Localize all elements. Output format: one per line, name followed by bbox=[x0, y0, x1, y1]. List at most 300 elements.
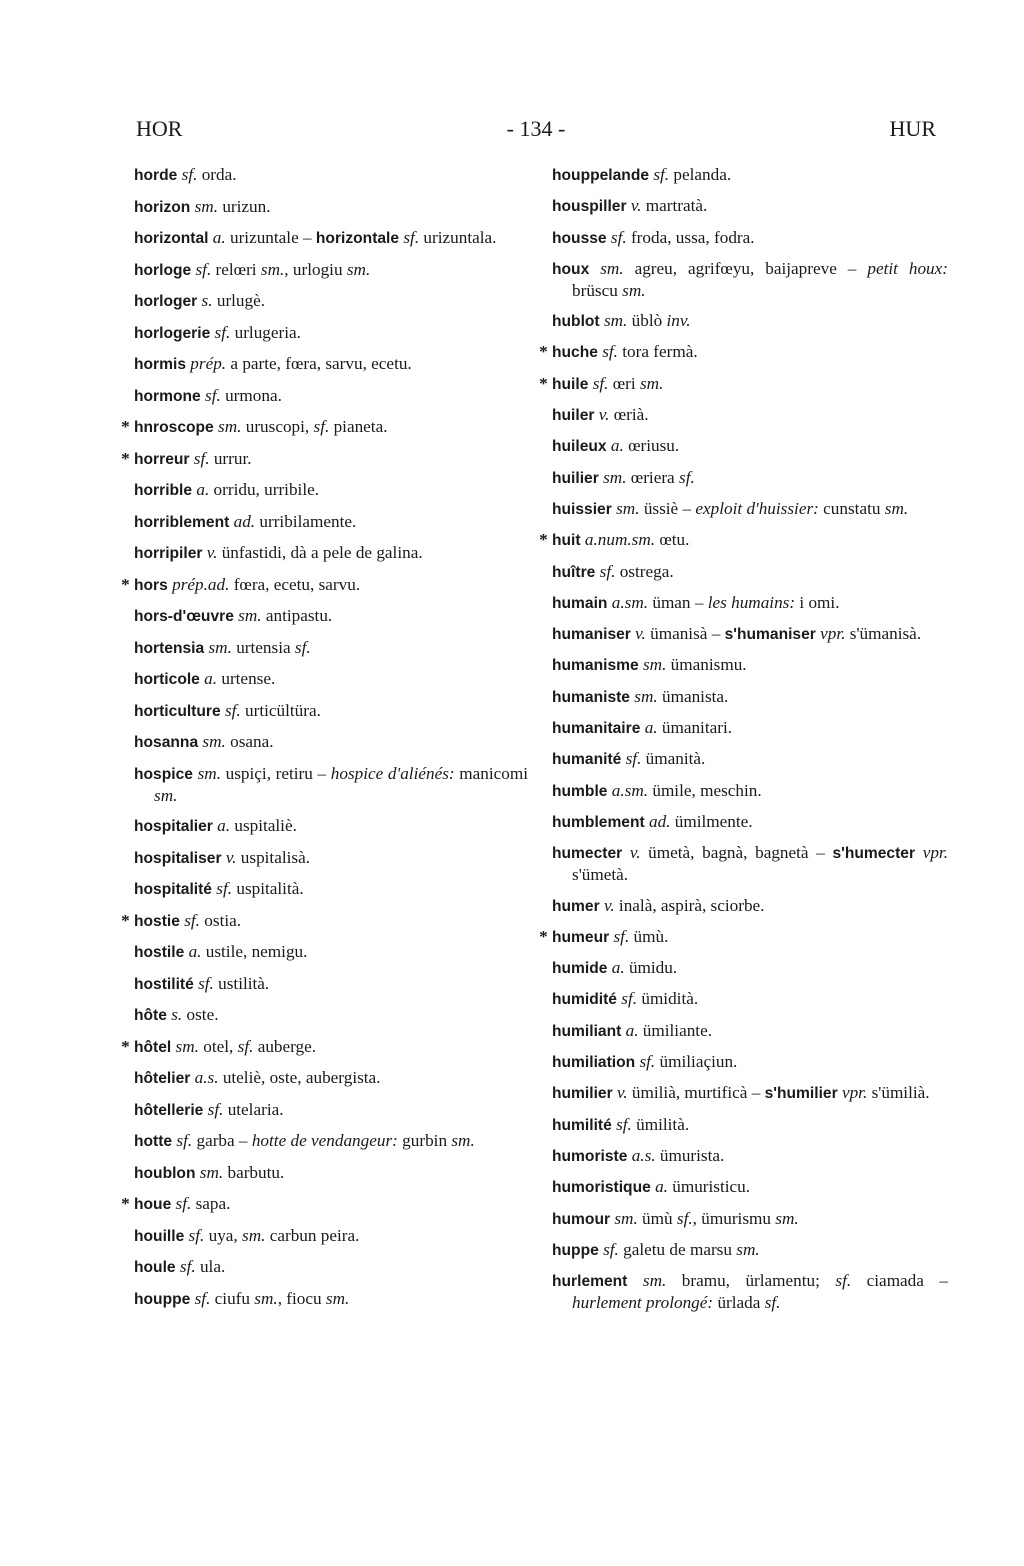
definition-text: , ümurismu bbox=[692, 1208, 776, 1228]
definition-text: ümanista. bbox=[657, 686, 729, 706]
definition-text: œtu. bbox=[655, 530, 690, 550]
definition-text: uspiçi, retiru – bbox=[221, 763, 331, 783]
entry-marker: * bbox=[539, 926, 552, 946]
dictionary-entry bbox=[552, 623, 948, 645]
dictionary-entry bbox=[134, 878, 528, 900]
definition-text: , urlogiu bbox=[284, 259, 347, 279]
dictionary-entry bbox=[134, 637, 528, 659]
definition-text: uspitalità. bbox=[232, 879, 304, 898]
definition-text: osana. bbox=[225, 732, 274, 751]
headword: humour bbox=[552, 1210, 611, 1228]
grammar-tag: sm. bbox=[208, 637, 232, 657]
example-phrase: hotte de vendangeur: bbox=[251, 1131, 398, 1150]
definition-text: ümiliante. bbox=[638, 1020, 713, 1040]
grammar-tag: vpr. bbox=[841, 1083, 868, 1103]
dictionary-entry bbox=[552, 227, 948, 249]
definition-text: , fiocu bbox=[277, 1288, 326, 1308]
dictionary-entry bbox=[134, 479, 528, 501]
entry-marker: * bbox=[121, 1194, 134, 1213]
grammar-tag: a.num.sm. bbox=[584, 530, 656, 550]
grammar-tag: ad. bbox=[233, 511, 256, 531]
definition-text: gurbin bbox=[397, 1131, 452, 1150]
headword: hosanna bbox=[134, 734, 199, 751]
headword: s'humilier bbox=[764, 1085, 838, 1103]
headword: hôtel bbox=[134, 1038, 172, 1056]
headword: huppe bbox=[552, 1241, 599, 1259]
grammar-tag: sf. bbox=[599, 561, 616, 581]
grammar-tag: sm. bbox=[154, 785, 178, 805]
grammar-tag: sm. bbox=[202, 732, 226, 751]
grammar-tag: sf. bbox=[610, 227, 627, 247]
headword: hôtellerie bbox=[134, 1101, 204, 1119]
entry-marker: * bbox=[539, 530, 552, 550]
grammar-tag: sm. bbox=[325, 1288, 350, 1308]
grammar-tag: sf. bbox=[207, 1099, 224, 1119]
dictionary-entry bbox=[552, 1145, 948, 1167]
headword: humiliation bbox=[552, 1054, 636, 1072]
definition-text: ciufu bbox=[210, 1288, 255, 1308]
example-phrase: hurlement prolongé: bbox=[572, 1293, 714, 1313]
definition-text: ümilià, murtificà – bbox=[627, 1083, 765, 1103]
grammar-tag: sm. bbox=[346, 259, 371, 279]
example-phrase: exploit d'huissier: bbox=[695, 498, 819, 518]
definition-text bbox=[589, 259, 600, 278]
headword: humain bbox=[552, 594, 608, 612]
headword: hormis bbox=[134, 356, 186, 373]
headword: horreur bbox=[134, 450, 190, 468]
definition-text: inalà, aspirà, sciorbe. bbox=[614, 895, 765, 915]
grammar-tag: sm. bbox=[199, 1162, 224, 1182]
grammar-tag: a. bbox=[188, 942, 202, 961]
grammar-tag: sm. bbox=[642, 1271, 667, 1291]
dictionary-entry bbox=[552, 435, 948, 457]
grammar-tag: sf. bbox=[181, 165, 198, 184]
grammar-tag: sf. bbox=[679, 467, 695, 487]
headword: s'humaniser bbox=[724, 626, 816, 644]
dictionary-entry bbox=[134, 1004, 528, 1026]
headword: hostilité bbox=[134, 975, 194, 993]
definition-text: brüscu bbox=[572, 280, 623, 300]
grammar-tag: sf. bbox=[603, 1239, 619, 1259]
grammar-tag: sm. bbox=[634, 686, 658, 706]
grammar-tag: sf. bbox=[224, 700, 241, 720]
dictionary-entry bbox=[121, 1036, 528, 1058]
definition-text: üman – bbox=[648, 592, 708, 612]
grammar-tag: sm. bbox=[254, 1288, 278, 1308]
dictionary-entry bbox=[552, 1051, 948, 1073]
headword: horticole bbox=[134, 671, 200, 688]
grammar-tag: v. bbox=[206, 543, 218, 562]
definition-text: urlugeria. bbox=[230, 322, 301, 342]
dictionary-entry bbox=[552, 498, 948, 520]
headword: hortensia bbox=[134, 639, 205, 657]
grammar-tag: a.s. bbox=[631, 1145, 656, 1165]
grammar-tag: sm. bbox=[218, 417, 242, 436]
definition-text: ümetà, bagnà, bagnetà – bbox=[640, 843, 833, 863]
grammar-tag: sf. bbox=[175, 1194, 192, 1213]
dictionary-entry bbox=[121, 910, 528, 932]
headword: housse bbox=[552, 229, 607, 247]
dictionary-entry bbox=[552, 592, 948, 614]
definition-text: œri bbox=[608, 373, 640, 393]
headword: humeur bbox=[552, 928, 610, 946]
headword: horrible bbox=[134, 482, 193, 499]
headword: humanitaire bbox=[552, 720, 641, 738]
dictionary-entry bbox=[134, 196, 528, 218]
grammar-tag: sf. bbox=[184, 910, 200, 930]
headword: hospitalité bbox=[134, 881, 212, 898]
grammar-tag: sf. bbox=[216, 879, 233, 898]
headword: humer bbox=[552, 897, 600, 915]
definition-text: uspitaliè. bbox=[230, 816, 297, 835]
headword: horde bbox=[134, 167, 178, 184]
headword: humecter bbox=[552, 845, 623, 863]
dictionary-entry bbox=[552, 1208, 948, 1230]
grammar-tag: sf. bbox=[653, 165, 670, 184]
headword: horlogerie bbox=[134, 324, 211, 342]
definition-text: galetu de marsu bbox=[618, 1239, 737, 1259]
definition-text: relœri bbox=[211, 259, 261, 279]
dictionary-entry bbox=[552, 842, 948, 885]
grammar-tag: sf. bbox=[835, 1271, 852, 1291]
definition-text: ümurista. bbox=[655, 1145, 725, 1165]
dictionary-entry bbox=[134, 164, 528, 186]
definition-text: fœra, ecetu, sarvu. bbox=[229, 574, 361, 594]
entry-marker: * bbox=[121, 448, 134, 468]
dictionary-entry bbox=[552, 748, 948, 770]
dictionary-entry bbox=[134, 290, 528, 312]
grammar-tag: sf. bbox=[592, 373, 609, 393]
headword: hospitaliser bbox=[134, 849, 222, 867]
grammar-tag: sm. bbox=[451, 1131, 475, 1150]
grammar-tag: sf. bbox=[176, 1131, 193, 1150]
grammar-tag: sf. bbox=[313, 417, 330, 436]
definition-text: urtense. bbox=[217, 669, 276, 688]
grammar-tag: sm. bbox=[603, 467, 627, 487]
grammar-tag: sf. bbox=[188, 1225, 205, 1245]
definition-text: ümù bbox=[637, 1208, 677, 1228]
dictionary-entry bbox=[552, 895, 948, 917]
dictionary-entry bbox=[134, 353, 528, 375]
grammar-tag: a. bbox=[610, 436, 624, 456]
grammar-tag: sm. bbox=[736, 1239, 760, 1259]
headword: hnroscope bbox=[134, 419, 214, 436]
grammar-tag: v. bbox=[616, 1083, 628, 1103]
dictionary-entry bbox=[552, 1176, 948, 1198]
headword: houspiller bbox=[552, 198, 627, 216]
dictionary-entry bbox=[552, 654, 948, 676]
header-right: HUR bbox=[889, 116, 936, 141]
headword: houille bbox=[134, 1227, 185, 1245]
headword: huche bbox=[552, 344, 598, 362]
grammar-tag: sm. bbox=[242, 1225, 266, 1245]
grammar-tag: sf. bbox=[616, 1114, 632, 1134]
grammar-tag: sf. bbox=[237, 1036, 254, 1056]
headword: hospitalier bbox=[134, 818, 213, 835]
dictionary-entry bbox=[134, 1256, 528, 1278]
grammar-tag: sm. bbox=[614, 1208, 638, 1228]
grammar-tag: sf. bbox=[602, 342, 618, 362]
dictionary-entry bbox=[134, 259, 528, 281]
headword: horripiler bbox=[134, 545, 203, 562]
definition-text: urrur. bbox=[209, 448, 252, 468]
definition-text: s'ümilià. bbox=[867, 1083, 930, 1103]
definition-text: bramu, ürlamentu; bbox=[666, 1271, 836, 1291]
definition-text: urribilamente. bbox=[255, 511, 357, 531]
dictionary-entry bbox=[539, 373, 948, 395]
dictionary-entry bbox=[552, 780, 948, 802]
headword: humilité bbox=[552, 1116, 612, 1134]
definition-text: ümuristicu. bbox=[667, 1177, 751, 1197]
definition-text: ümù. bbox=[629, 926, 669, 946]
dictionary-entry bbox=[552, 195, 948, 217]
grammar-tag: inv. bbox=[666, 311, 691, 331]
headword: hostie bbox=[134, 912, 180, 930]
dictionary-entry bbox=[134, 1130, 528, 1152]
headword: humilier bbox=[552, 1085, 613, 1103]
definition-text bbox=[622, 843, 630, 862]
grammar-tag: prép. bbox=[190, 354, 227, 373]
headword: houblon bbox=[134, 1164, 196, 1182]
grammar-tag: sf. bbox=[676, 1208, 693, 1228]
definition-text: ümidu. bbox=[624, 958, 678, 978]
grammar-tag: sf. bbox=[198, 973, 214, 993]
dictionary-entry bbox=[552, 1082, 948, 1104]
definition-text: ümilmente. bbox=[670, 811, 753, 831]
definition-text: ümiliaçiun. bbox=[655, 1052, 738, 1072]
headword: humblement bbox=[552, 813, 645, 831]
headword: hors-d'œuvre bbox=[134, 608, 234, 625]
definition-text: œrià. bbox=[609, 405, 649, 425]
definition-text: œriusu. bbox=[623, 436, 680, 456]
definition-text: ümilità. bbox=[631, 1114, 690, 1134]
dictionary-entry bbox=[134, 385, 528, 407]
grammar-tag: sm. bbox=[775, 1208, 799, 1228]
dictionary-entry bbox=[552, 1114, 948, 1136]
entry-marker: * bbox=[121, 1036, 134, 1056]
grammar-tag: sm. bbox=[238, 606, 262, 625]
entry-marker: * bbox=[539, 342, 552, 362]
headword: horizontal bbox=[134, 230, 209, 247]
grammar-tag: v. bbox=[225, 847, 237, 867]
dictionary-entry bbox=[552, 811, 948, 833]
dictionary-entry bbox=[552, 164, 948, 186]
headword: houppe bbox=[134, 1290, 191, 1308]
definition-text: carbun peira. bbox=[265, 1225, 360, 1245]
definition-text: ostrega. bbox=[615, 561, 674, 581]
dictionary-entry bbox=[134, 511, 528, 533]
definition-text: œriera bbox=[626, 467, 679, 487]
headword: huit bbox=[552, 532, 581, 550]
grammar-tag: s. bbox=[171, 1005, 183, 1024]
headword: huilier bbox=[552, 469, 599, 487]
headword: hostile bbox=[134, 944, 185, 961]
headword: humoriste bbox=[552, 1147, 628, 1165]
definition-text: cunstatu bbox=[818, 498, 885, 518]
headword: huileux bbox=[552, 438, 607, 456]
grammar-tag: v. bbox=[635, 624, 646, 644]
definition-text: garba – bbox=[192, 1131, 252, 1150]
headword: humble bbox=[552, 782, 608, 800]
grammar-tag: a. bbox=[217, 816, 231, 835]
definition-text: ula. bbox=[195, 1257, 226, 1276]
definition-text: auberge. bbox=[253, 1036, 317, 1056]
header-left: HOR bbox=[136, 116, 183, 141]
grammar-tag: sm. bbox=[622, 280, 646, 300]
entry-marker: * bbox=[121, 910, 134, 930]
dictionary-entry bbox=[552, 717, 948, 739]
headword: s'humecter bbox=[832, 845, 916, 863]
grammar-tag: sm. bbox=[600, 258, 624, 278]
grammar-tag: sf. bbox=[621, 989, 638, 1009]
dictionary-entry bbox=[134, 941, 528, 963]
grammar-tag: sf. bbox=[625, 749, 642, 769]
definition-text bbox=[915, 843, 923, 862]
definition-text: ustile, nemigu. bbox=[201, 942, 308, 961]
dictionary-entry bbox=[552, 404, 948, 426]
example-phrase: petit houx: bbox=[867, 258, 948, 278]
headword: hotte bbox=[134, 1133, 173, 1150]
grammar-tag: sf. bbox=[294, 637, 311, 657]
grammar-tag: sf. bbox=[764, 1293, 781, 1313]
definition-text: urizuntala. bbox=[419, 228, 497, 247]
definition-text: ümanismu. bbox=[666, 655, 747, 675]
definition-text: tora fermà. bbox=[617, 342, 698, 362]
headword: hôtelier bbox=[134, 1070, 191, 1087]
dictionary-entry bbox=[552, 258, 948, 301]
definition-text: a parte, fœra, sarvu, ecetu. bbox=[226, 354, 412, 373]
dictionary-entry bbox=[539, 926, 948, 948]
entry-marker: * bbox=[539, 373, 552, 393]
dictionary-entry bbox=[134, 815, 528, 837]
definition-text: ümanisà – bbox=[645, 624, 725, 644]
definition-text: otel, bbox=[198, 1036, 238, 1056]
grammar-tag: sf. bbox=[403, 228, 420, 247]
dictionary-entry bbox=[134, 1162, 528, 1184]
grammar-tag: a. bbox=[196, 480, 210, 499]
grammar-tag: sf. bbox=[205, 385, 221, 405]
definition-text: oste. bbox=[182, 1005, 219, 1024]
definition-text: uya, bbox=[204, 1225, 243, 1245]
definition-text: urmona. bbox=[220, 385, 282, 405]
grammar-tag: sf. bbox=[179, 1257, 196, 1276]
definition-text: s'ümetà. bbox=[572, 865, 629, 885]
headword: hurlement bbox=[552, 1273, 628, 1291]
definition-text: martratà. bbox=[641, 196, 708, 216]
definition-text: ürlada bbox=[713, 1293, 765, 1313]
dictionary-entry bbox=[552, 561, 948, 583]
headword: hôte bbox=[134, 1007, 167, 1024]
grammar-tag: sm. bbox=[194, 196, 219, 216]
definition-text: urlugè. bbox=[212, 291, 266, 310]
headword: humiliant bbox=[552, 1022, 622, 1040]
definition-text: sapa. bbox=[191, 1194, 231, 1213]
headword: horticulture bbox=[134, 702, 221, 720]
dictionary-entry bbox=[552, 1020, 948, 1042]
headword: humanisme bbox=[552, 657, 639, 675]
definition-text: urizuntale – bbox=[225, 228, 316, 247]
grammar-tag: ad. bbox=[649, 811, 671, 831]
page-header bbox=[136, 116, 936, 148]
grammar-tag: sf. bbox=[639, 1052, 656, 1072]
entry-marker: * bbox=[121, 574, 134, 594]
headword: houx bbox=[552, 260, 590, 278]
grammar-tag: sf. bbox=[193, 448, 210, 468]
definition-text: ümanitari. bbox=[657, 718, 733, 738]
definition-text: üblò bbox=[627, 311, 667, 331]
grammar-tag: sm. bbox=[616, 498, 640, 518]
definition-text: pianeta. bbox=[329, 417, 388, 436]
dictionary-entry bbox=[134, 322, 528, 344]
dictionary-entry bbox=[552, 686, 948, 708]
dictionary-entry bbox=[134, 763, 528, 806]
headword: hublot bbox=[552, 313, 600, 331]
definition-text: barbutu. bbox=[223, 1162, 285, 1182]
dictionary-entry bbox=[552, 310, 948, 332]
grammar-tag: v. bbox=[629, 843, 641, 863]
dictionary-entry bbox=[134, 605, 528, 627]
grammar-tag: v. bbox=[598, 405, 610, 425]
definition-text: uteliè, oste, aubergista. bbox=[218, 1068, 381, 1087]
grammar-tag: v. bbox=[603, 895, 615, 915]
grammar-tag: sm. bbox=[642, 655, 667, 675]
definition-text: uspitalisà. bbox=[236, 847, 311, 867]
definition-text: froda, ussa, fodra. bbox=[626, 227, 755, 247]
dictionary-entry bbox=[552, 1270, 948, 1313]
headword: houle bbox=[134, 1259, 176, 1276]
definition-text: urtensia bbox=[231, 637, 295, 657]
headword: huiler bbox=[552, 407, 595, 425]
headword: houe bbox=[134, 1196, 172, 1213]
headword: humaniste bbox=[552, 688, 630, 706]
grammar-tag: vpr. bbox=[922, 843, 948, 863]
dictionary-entry bbox=[134, 1288, 528, 1310]
headword: horriblement bbox=[134, 513, 230, 531]
definition-text: manicomi bbox=[454, 763, 529, 783]
grammar-tag: a. bbox=[655, 1177, 668, 1197]
headword: hormone bbox=[134, 387, 201, 405]
grammar-tag: a.sm. bbox=[611, 780, 649, 800]
definition-text: ünfastidi, dà a pele de galina. bbox=[217, 543, 423, 562]
example-phrase: les humains: bbox=[707, 592, 796, 612]
grammar-tag: sm. bbox=[884, 498, 909, 518]
dictionary-entry bbox=[121, 1193, 528, 1215]
entry-marker: * bbox=[121, 417, 134, 436]
grammar-tag: s. bbox=[201, 291, 213, 310]
definition-text: utelaria. bbox=[223, 1099, 284, 1119]
dictionary-entry bbox=[552, 467, 948, 489]
dictionary-entry bbox=[552, 988, 948, 1010]
definition-text: orridu, urribile. bbox=[209, 480, 320, 499]
left-column bbox=[121, 164, 529, 1319]
page-number: - 134 - bbox=[506, 116, 566, 141]
grammar-tag: a.s. bbox=[194, 1068, 219, 1087]
definition-text: s'ümanisà. bbox=[845, 624, 922, 644]
definition-text: agreu, agrifœyu, baijapreve – bbox=[623, 258, 868, 278]
definition-text: ostia. bbox=[199, 910, 242, 930]
definition-text: uruscopi, bbox=[241, 417, 314, 436]
dictionary-entry bbox=[539, 529, 948, 551]
headword: huître bbox=[552, 563, 596, 581]
dictionary-entry bbox=[134, 731, 528, 753]
definition-text: ümile, meschin. bbox=[648, 780, 762, 800]
dictionary-entry bbox=[539, 341, 948, 363]
dictionary-entry bbox=[134, 700, 528, 722]
grammar-tag: a.sm. bbox=[611, 592, 649, 612]
headword: humaniser bbox=[552, 626, 631, 644]
headword: horloger bbox=[134, 293, 198, 310]
definition-text: ümidità. bbox=[637, 989, 699, 1009]
